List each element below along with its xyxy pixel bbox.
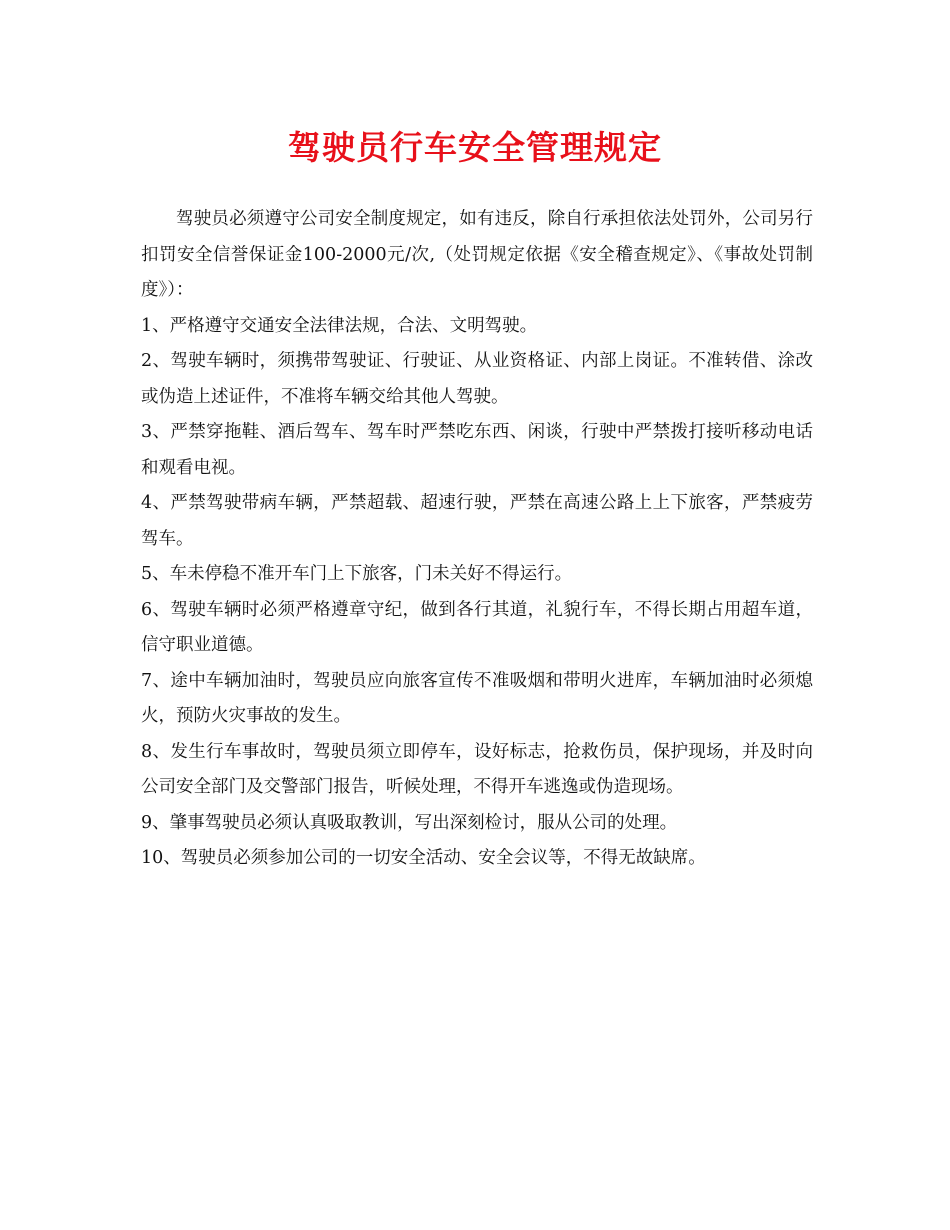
document-body <box>141 202 813 877</box>
rule-item-3: 3、严禁穿拖鞋、酒后驾车、驾车时严禁吃东西、闲谈，行驶中严禁拨打接听移动电话和观看电视。 <box>141 422 813 478</box>
intro-paragraph: 驾驶员必须遵守公司安全制度规定，如有违反，除自行承担依法处罚外，公司另行扣罚安全信誉保证金100-2000元/次,（处罚规定依据《安全稽查规定》、《事故处罚制度》）： <box>141 209 813 300</box>
rule-item-10: 10、驾驶员必须参加公司的一切安全活动、安全会议等，不得无故缺席。 <box>141 848 706 868</box>
rule-item-4: 4、严禁驾驶带病车辆，严禁超载、超速行驶，严禁在高速公路上上下旅客，严禁疲劳驾车。 <box>141 493 813 549</box>
rule-item-5: 5、车未停稳不准开车门上下旅客，门未关好不得运行。 <box>141 564 573 584</box>
rule-item-2: 2、驾驶车辆时，须携带驾驶证、行驶证、从业资格证、内部上岗证。不准转借、涂改或伪造上述证件，不准将车辆交给其他人驾驶。 <box>141 351 813 407</box>
rule-item-7: 7、途中车辆加油时，驾驶员应向旅客宣传不准吸烟和带明火进库，车辆加油时必须熄火，预防火灾事故的发生。 <box>141 670 813 726</box>
rule-item-8: 8、发生行车事故时，驾驶员须立即停车，设好标志，抢救伤员，保护现场，并及时向公司安全部门及交警部门报告，听候处理，不得开车逃逸或伪造现场。 <box>141 741 813 797</box>
rule-item-6: 6、驾驶车辆时必须严格遵章守纪，做到各行其道，礼貌行车，不得长期占用超车道，信守职业道德。 <box>141 599 813 655</box>
rule-item-9: 9、肇事驾驶员必须认真吸取教训，写出深刻检讨，服从公司的处理。 <box>141 812 678 833</box>
document-title: 驾驶员行车安全管理规定 <box>288 128 662 167</box>
rule-item-1: 1、严格遵守交通安全法律法规，合法、文明驾驶。 <box>141 315 538 336</box>
